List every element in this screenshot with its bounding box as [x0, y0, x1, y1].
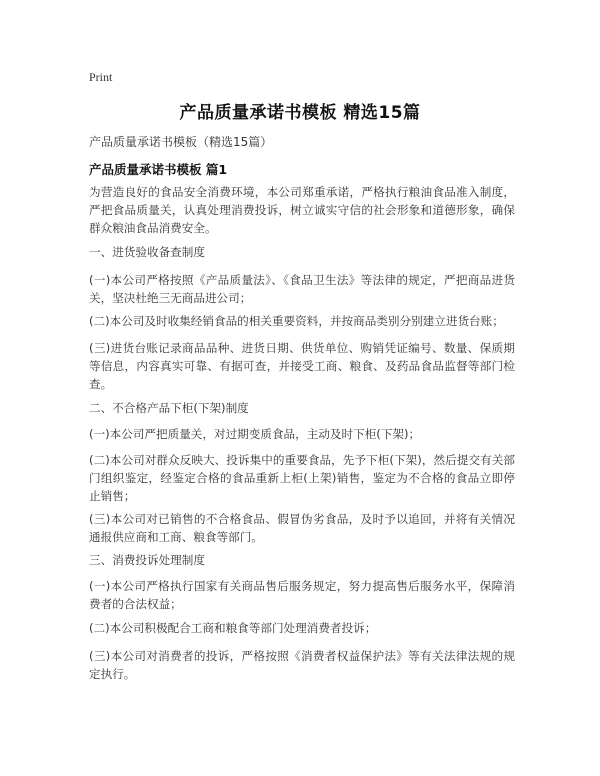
section-heading: 产品质量承诺书模板 篇1: [89, 162, 228, 177]
clause-1-item-1: (一)本公司严格按照《产品质量法》、《食品卫生法》等法律的规定，严把商品进货关，坚决杜绝三无商品进公司；: [89, 273, 515, 305]
clause-3-item-2: (二)本公司积极配合工商和粮食等部门处理消费者投诉；: [89, 621, 377, 635]
clause-3-item-1: (一)本公司严格执行国家有关商品售后服务规定，努力提高售后服务水平，保障消费者的合法权益；: [89, 579, 515, 611]
clause-heading-2: 二、不合格产品下柜(下架)制度: [89, 401, 249, 415]
clause-2-item-2: (二)本公司对群众反映大、投诉集中的重要食品，先予下柜(下架)，然后提交有关部门组织鉴定，经鉴定合格的食品重新上柜(上架)销售，鉴定为不合格的食品立即停止销售；: [89, 453, 515, 503]
clause-heading-1: 一、进货验收备查制度: [89, 245, 205, 259]
clause-1-item-2: (二)本公司及时收集经销食品的相关重要资料，并按商品类别分别建立进货台账；: [89, 314, 504, 328]
clause-3-item-3: (三)本公司对消费者的投诉，严格按照《消费者权益保护法》等有关法律法规的规定执行。: [89, 649, 515, 681]
clause-heading-3: 三、消费投诉处理制度: [89, 553, 205, 567]
document-subtitle: 产品质量承诺书模板（精选15篇）: [89, 135, 273, 149]
clause-1-item-3: (三)进货台账记录商品品种、进货日期、供货单位、购销凭证编号、数量、保质期等信息，内容真实可靠、有据可查，并接受工商、粮食、及药品食品监督等部门检查。: [89, 341, 515, 391]
print-link[interactable]: Print: [89, 70, 113, 84]
page-title: 产品质量承诺书模板 精选15篇: [179, 103, 421, 123]
clause-2-item-3: (三)本公司对已销售的不合格食品、假冒伪劣食品，及时予以追回，并将有关情况通报供应商和工商、粮食等部门。: [89, 512, 515, 544]
intro-paragraph: 为营造良好的食品安全消费环境，本公司郑重承诺，严格执行粮油食品准入制度，严把食品质量关，认真处理消费投诉，树立诚实守信的社会形象和道德形象，确保群众粮油食品消费安全。: [89, 185, 515, 235]
clause-2-item-1: (一)本公司严把质量关，对过期变质食品，主动及时下柜(下架)；: [89, 427, 421, 441]
